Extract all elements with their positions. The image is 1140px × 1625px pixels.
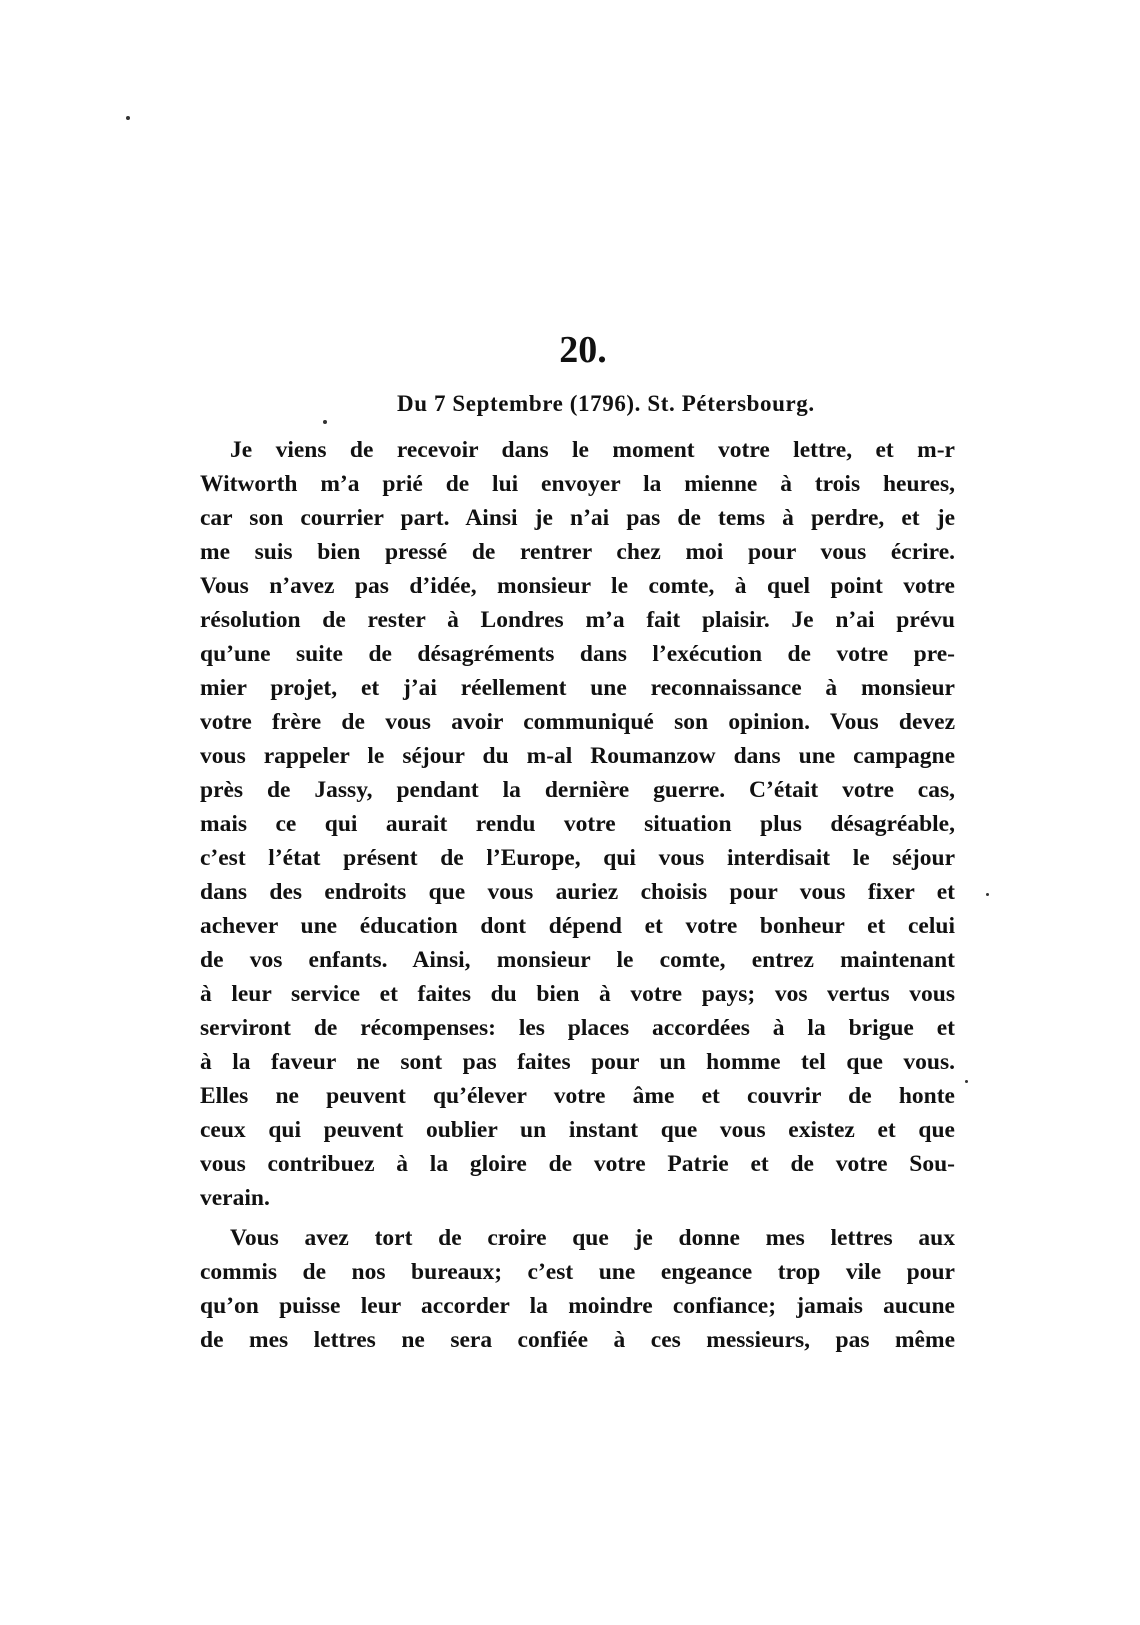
text-line: verain. bbox=[200, 1185, 270, 1211]
text-line: Witworth m’a prié de lui envoyer la mienne à trois heures, bbox=[200, 471, 955, 497]
text-line: mier projet, et j’ai réellement une reconnaissance à monsieur bbox=[200, 675, 955, 701]
text-line: vous contribuez à la gloire de votre Patrie et de votre Sou- bbox=[200, 1151, 955, 1177]
paragraph-1 bbox=[200, 433, 955, 1215]
scan-speck bbox=[965, 1080, 968, 1083]
scan-speck bbox=[126, 116, 130, 120]
dateline: Du 7 Septembre (1796). St. Pétersbourg. bbox=[397, 391, 815, 416]
text-line: commis de nos bureaux; c’est une engeance trop vile pour bbox=[200, 1259, 955, 1285]
text-line: à leur service et faites du bien à votre pays; vos vertus vous bbox=[200, 981, 955, 1007]
text-line: qu’on puisse leur accorder la moindre confiance; jamais aucune bbox=[200, 1293, 955, 1319]
text-line: Elles ne peuvent qu’élever votre âme et couvrir de honte bbox=[200, 1083, 955, 1109]
paragraph-2 bbox=[200, 1221, 955, 1357]
text-line: Je viens de recevoir dans le moment votre lettre, et m-r bbox=[230, 437, 955, 463]
text-line: c’est l’état présent de l’Europe, qui vous interdisait le séjour bbox=[200, 845, 955, 871]
text-line: près de Jassy, pendant la dernière guerre. C’était votre cas, bbox=[200, 777, 955, 803]
text-line: à la faveur ne sont pas faites pour un homme tel que vous. bbox=[200, 1049, 955, 1075]
text-line: de mes lettres ne sera confiée à ces messieurs, pas même bbox=[200, 1327, 955, 1353]
letter-number: 20. bbox=[559, 329, 607, 371]
text-line: dans des endroits que vous auriez choisis pour vous fixer et bbox=[200, 879, 955, 905]
text-line: de vos enfants. Ainsi, monsieur le comte, entrez maintenant bbox=[200, 947, 955, 973]
text-line: me suis bien pressé de rentrer chez moi pour vous écrire. bbox=[200, 539, 955, 565]
text-line: ceux qui peuvent oublier un instant que vous existez et que bbox=[200, 1117, 955, 1143]
scan-speck bbox=[986, 893, 989, 896]
text-line: car son courrier part. Ainsi je n’ai pas de tems à perdre, et je bbox=[200, 505, 955, 531]
text-line: résolution de rester à Londres m’a fait plaisir. Je n’ai prévu bbox=[200, 607, 955, 633]
scan-speck bbox=[323, 420, 327, 424]
text-line: vous rappeler le séjour du m-al Roumanzow dans une campagne bbox=[200, 743, 955, 769]
text-line: achever une éducation dont dépend et votre bonheur et celui bbox=[200, 913, 955, 939]
text-line: serviront de récompenses: les places accordées à la brigue et bbox=[200, 1015, 955, 1041]
text-line: qu’une suite de désagréments dans l’exécution de votre pre- bbox=[200, 641, 955, 667]
text-line: Vous n’avez pas d’idée, monsieur le comte, à quel point votre bbox=[200, 573, 955, 599]
text-line: votre frère de vous avoir communiqué son opinion. Vous devez bbox=[200, 709, 955, 735]
text-line: mais ce qui aurait rendu votre situation plus désagréable, bbox=[200, 811, 955, 837]
text-line: Vous avez tort de croire que je donne mes lettres aux bbox=[230, 1225, 955, 1251]
